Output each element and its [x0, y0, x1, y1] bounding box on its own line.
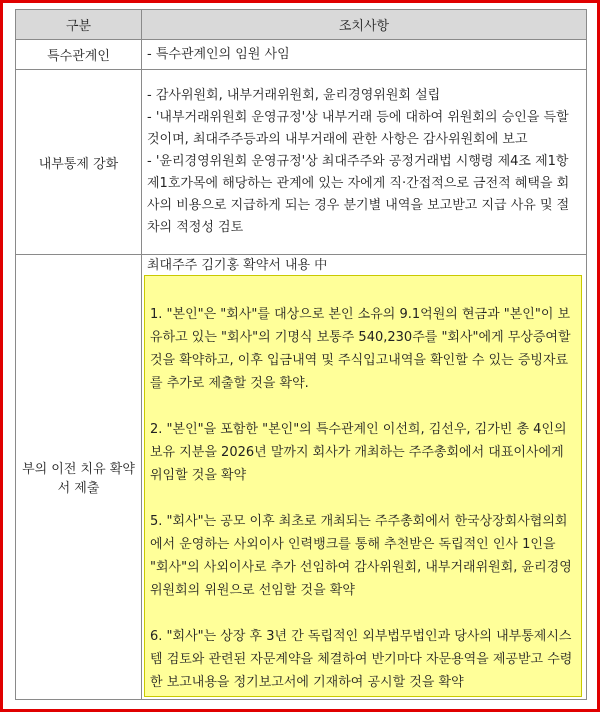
highlighted-pledge-box [144, 275, 582, 697]
row-content-internal-control [142, 70, 587, 255]
pledge-paragraph-5: 5. "회사"는 공모 이후 최초로 개최되는 주주총회에서 한국상장회사협의회에서 운영하는 사외이사 인력뱅크를 통해 추천받은 독립적인 인사 1인을 "회사"의 사외이사로 추가 선임하여 감사위원회, 내부거래위원회, 윤리경영위원회의 위원으로 선임할 것을 확약 [150, 514, 572, 598]
list-item: - '내부거래위원회 운영규정'상 내부거래 등에 대하여 위원회의 승인을 득할 것이며, 최대주주등과의 내부거래에 관한 사항은 감사위원회에 보고 [147, 110, 569, 147]
table-header-row [16, 10, 587, 40]
list-item: - 감사위원회, 내부거래위원회, 윤리경영위원회 설립 [147, 88, 441, 103]
table-row [16, 70, 587, 255]
pledge-paragraph-2: 2. "본인"을 포함한 "본인"의 특수관계인 이선희, 김선우, 김가빈 총 4인의 보유 지분을 2026년 말까지 회사가 개최하는 주주총회에서 대표이사에게 위임할 것을 확약 [150, 422, 567, 483]
table-row [16, 40, 587, 70]
header-measures: 조치사항 [142, 10, 587, 40]
row-content-wealth-transfer [142, 255, 587, 700]
spacer [150, 395, 575, 418]
row-label-related-party: 특수관계인 [16, 40, 142, 70]
list-item: - '윤리경영위원회 운영규정'상 최대주주와 공정거래법 시행령 제4조 제1항제1호가목에 해당하는 관계에 있는 자에게 직·간접적으로 금전적 혜택을 회사의 비용으로 지급하게 되는 경우 분기별 내역을 보고받고 지급 사유 및 절차의 적정성 검토 [147, 154, 570, 235]
header-category: 구분 [16, 10, 142, 40]
list-item: - 특수관계인의 임원 사임 [147, 46, 290, 62]
measures-table [15, 9, 587, 700]
row-content-related-party [142, 40, 587, 70]
spacer [150, 602, 575, 625]
row-label-wealth-transfer: 부의 이전 치유 확약서 제출 [16, 255, 142, 700]
spacer [150, 487, 575, 510]
spacer [150, 280, 575, 303]
row-label-internal-control: 내부통제 강화 [16, 70, 142, 255]
pledge-paragraph-1: 1. "본인"은 "회사"를 대상으로 본인 소유의 9.1억원의 현금과 "본인"이 보유하고 있는 "회사"의 기명식 보통주 540,230주를 "회사"에게 무상증여할 것을 확약하고, 이후 입금내역 및 주식입고내역을 확인할 수 있는 증빙자료를 추가로 제출할 것을 확약. [150, 307, 571, 391]
table-row [16, 255, 587, 700]
pledge-paragraph-6: 6. "회사"는 상장 후 3년 간 독립적인 외부법무법인과 당사의 내부통제시스템 검토와 관련된 자문계약을 체결하여 반기마다 자문용역을 제공받고 수령한 보고내용을 정기보고서에 기재하여 공시할 것을 확약 [150, 629, 573, 690]
pledge-heading: 최대주주 김기홍 확약서 내용 中 [147, 258, 328, 273]
